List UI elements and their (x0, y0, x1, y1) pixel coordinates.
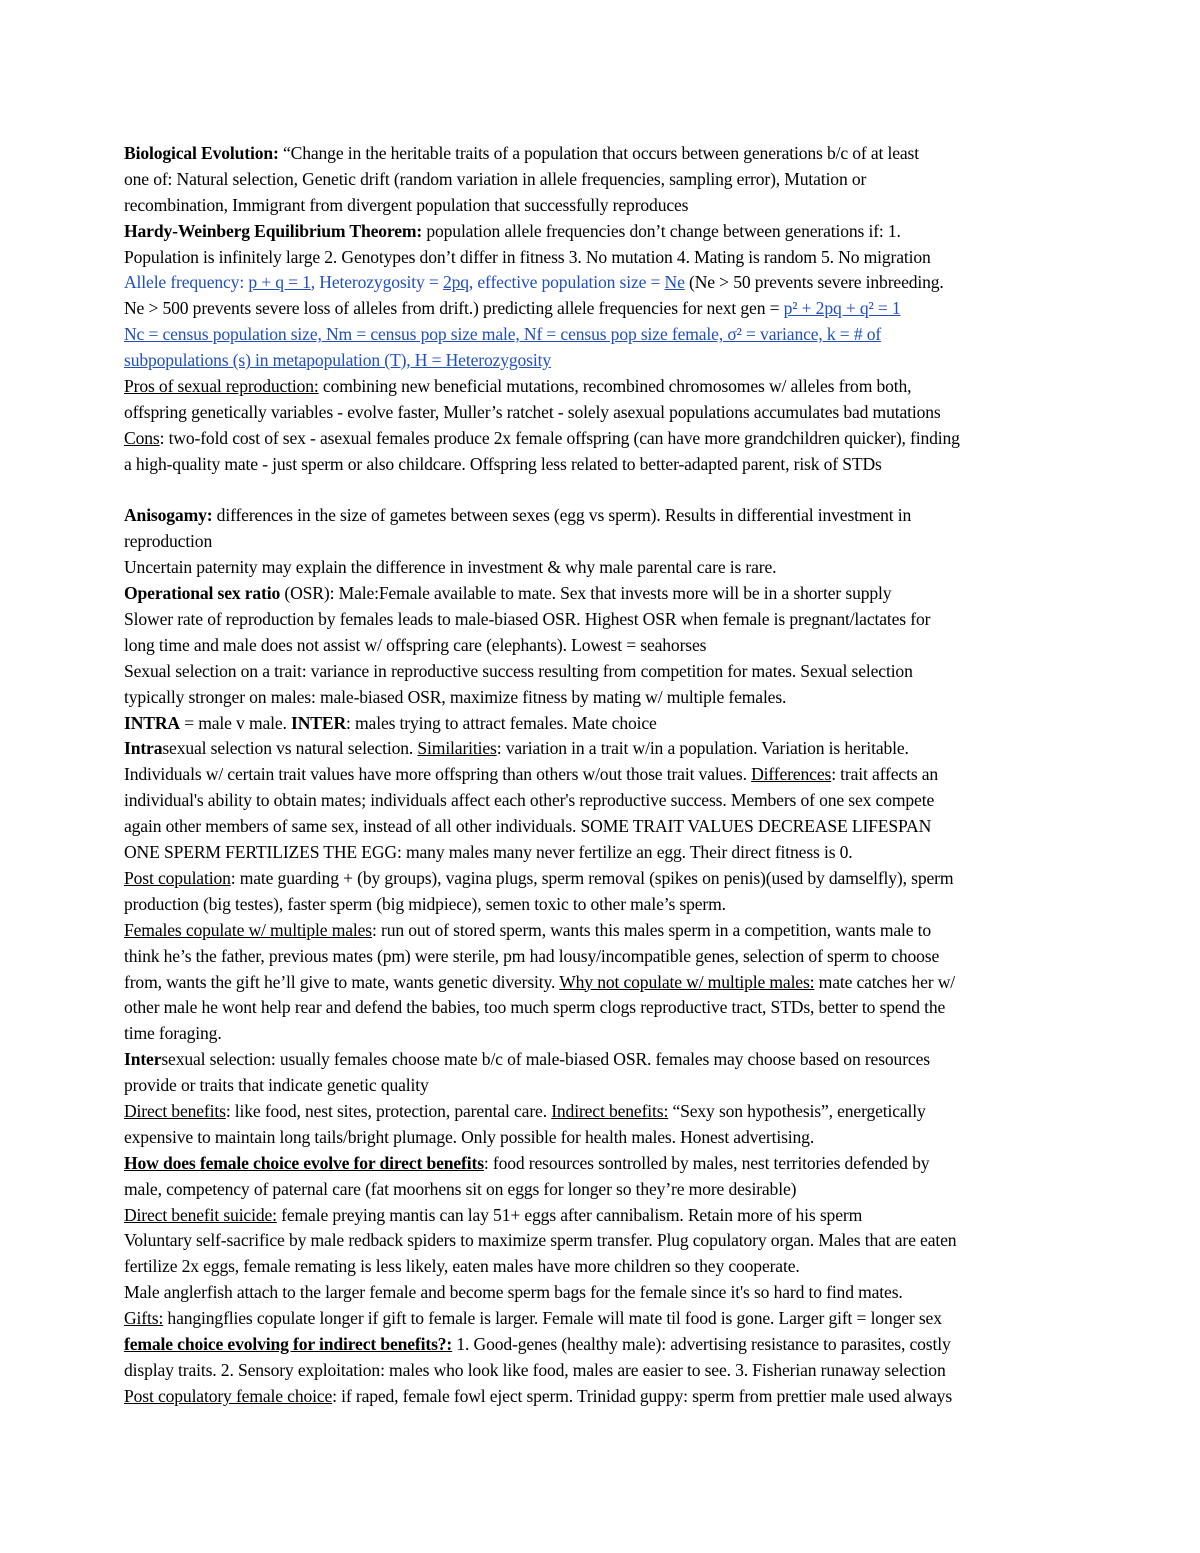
text-line (124, 1306, 1084, 1332)
text-line (124, 219, 1084, 245)
text-run: Why not copulate w/ multiple males: (559, 971, 815, 992)
text-run: 1. Good-genes (healthy male): advertising resistance to parasites, costly (452, 1333, 951, 1354)
text-run: INTER (291, 712, 347, 733)
text-run: 2pq (442, 272, 469, 293)
text-run: population allele frequencies don’t change between generations if: 1. (422, 220, 901, 241)
text-line (124, 711, 1084, 737)
text-run: Male anglerfish attach to the larger female and become sperm bags for the female since it's so hard to find mates. (124, 1282, 903, 1303)
text-line (124, 1203, 1084, 1229)
text-run: combining new beneficial mutations, recombined chromosomes w/ alleles from both, (318, 376, 912, 397)
text-line (124, 167, 1084, 193)
text-run: : food resources sontrolled by males, nest territories defended by (483, 1152, 930, 1173)
text-run: Allele frequency: (124, 272, 249, 293)
document-body (124, 141, 1084, 1410)
text-line (124, 529, 1084, 555)
text-line (124, 348, 1084, 374)
text-line (124, 866, 1084, 892)
text-run: Post copulation (124, 867, 231, 888)
text-line (124, 633, 1084, 659)
text-run: How does female choice evolve for direct benefits (124, 1152, 484, 1173)
text-run: Intra (124, 738, 163, 759)
text-run: : like food, nest sites, protection, parental care. (225, 1100, 552, 1121)
text-line (124, 1358, 1084, 1384)
text-run: expensive to maintain long tails/bright plumage. Only possible for health males. Honest advertising. (124, 1126, 815, 1147)
text-run: subpopulations (s) in metapopulation (T), H = Heterozygosity (124, 350, 552, 371)
text-run: : variation in a trait w/in a population. Variation is heritable. (496, 738, 909, 759)
text-run: recombination, Immigrant from divergent population that successfully reproduces (124, 194, 689, 215)
text-run: (OSR): Male:Female available to mate. Sex that invests more will be in a shorter supply (280, 583, 892, 604)
text-line (124, 270, 1084, 296)
text-run: provide or traits that indicate genetic quality (124, 1075, 429, 1096)
text-run: Sexual selection on a trait: variance in reproductive success resulting from competition for mates. Sexual selection (124, 660, 913, 681)
text-run: : trait affects an (831, 764, 939, 785)
text-run: differences in the size of gametes between sexes (egg vs sperm). Results in differential investment in (212, 505, 912, 526)
text-run: Differences (751, 764, 832, 785)
text-run: Ne (664, 272, 685, 293)
text-run: Operational sex ratio (124, 583, 281, 604)
text-run: Population is infinitely large 2. Genotypes don’t differ in fitness 3. No mutation 4. Mating is random 5. No migration (124, 246, 931, 267)
text-line (124, 1384, 1084, 1410)
text-run: , effective population size = (468, 272, 665, 293)
text-line (124, 1021, 1084, 1047)
text-line (124, 736, 1084, 762)
text-run: (Ne > 50 prevents severe inbreeding. (684, 272, 944, 293)
text-run: “Change in the heritable traits of a population that occurs between generations b/c of at least (278, 143, 919, 163)
text-line (124, 814, 1084, 840)
text-line (124, 1228, 1084, 1254)
text-run: Similarities (417, 738, 497, 759)
text-run: Inter (124, 1049, 162, 1070)
text-run: Uncertain paternity may explain the difference in investment & why male parental care is rare. (124, 557, 777, 578)
text-line (124, 659, 1084, 685)
text-line (124, 995, 1084, 1021)
text-run: individual's ability to obtain mates; individuals affect each other's reproductive success. Members of one sex compete (124, 790, 935, 811)
text-run: Pros of sexual reproduction: (124, 376, 319, 397)
text-run: Direct benefit suicide: (124, 1204, 277, 1225)
text-line (124, 1151, 1084, 1177)
text-line (124, 478, 1084, 504)
text-run: Gifts: (124, 1308, 164, 1329)
text-run: hangingflies copulate longer if gift to female is larger. Female will mate til food is gone. Larger gift = longer sex (163, 1308, 942, 1329)
text-run: mate catches her w/ (814, 971, 956, 992)
text-run: female choice evolving for indirect benefits?: (124, 1333, 453, 1354)
text-line (124, 1047, 1084, 1073)
text-run: female preying mantis can lay 51+ eggs after cannibalism. Retain more of his sperm (276, 1204, 863, 1225)
text-run: Slower rate of reproduction by females leads to male-biased OSR. Highest OSR when female is pregnant/lactates for (124, 609, 931, 630)
text-line (124, 400, 1084, 426)
text-line (124, 581, 1084, 607)
text-run: other male he wont help rear and defend the babies, too much sperm clogs reproductive tract, STDs, better to spend the (124, 997, 946, 1018)
text-run: offspring genetically variables - evolve faster, Muller’s ratchet - solely asexual populations accumulates bad mutations (124, 401, 941, 422)
text-line (124, 1125, 1084, 1151)
text-line (124, 607, 1084, 633)
text-run: again other members of same sex, instead of all other individuals. SOME TRAIT VALUES DECREASE LIFESPAN (124, 816, 932, 837)
text-line (124, 1099, 1084, 1125)
text-run: fertilize 2x eggs, female remating is less likely, eaten males have more children so they cooperate. (124, 1256, 800, 1277)
text-run: INTRA (124, 712, 180, 733)
text-run: p² + 2pq + q² = 1 (783, 298, 901, 319)
text-run: , Heterozygosity = (310, 272, 443, 293)
text-run: display traits. 2. Sensory exploitation: males who look like food, males are easier to see. 3. Fisherian runaway selection (124, 1359, 946, 1380)
text-line (124, 322, 1084, 348)
text-run: production (big testes), faster sperm (big midpiece), semen toxic to other male’s sperm. (124, 893, 726, 914)
text-run: : two-fold cost of sex - asexual females produce 2x female offspring (can have more grandchildren quicker), finding (159, 427, 960, 448)
text-line (124, 1073, 1084, 1099)
text-run: reproduction (124, 531, 213, 552)
text-line (124, 1254, 1084, 1280)
text-run: Individuals w/ certain trait values have more offspring than others w/out those trait values. (124, 764, 752, 785)
text-run: Nc = census population size, Nm = census pop size male, Nf = census pop size female, σ² = variance, k = # of (124, 324, 882, 345)
text-line (124, 426, 1084, 452)
text-line (124, 944, 1084, 970)
text-run: = male v male. (179, 712, 292, 733)
text-run: sexual selection: usually females choose mate b/c of male-biased OSR. females may choose based on resources (161, 1049, 930, 1070)
text-line (124, 452, 1084, 478)
text-line (124, 1332, 1084, 1358)
text-run: male, competency of paternal care (fat moorhens sit on eggs for longer so they’re more desirable) (124, 1178, 797, 1199)
text-run: typically stronger on males: male-biased OSR, maximize fitness by mating w/ multiple females. (124, 686, 787, 707)
text-line (124, 296, 1084, 322)
text-run: long time and male does not assist w/ offspring care (elephants). Lowest = seahorses (124, 634, 707, 655)
text-line (124, 892, 1084, 918)
text-run: Ne > 500 prevents severe loss of alleles from drift.) predicting allele frequencies for next gen = (124, 298, 784, 319)
text-run: sexual selection vs natural selection. (162, 738, 418, 759)
text-line (124, 762, 1084, 788)
text-run: Post copulatory female choice (124, 1385, 333, 1406)
text-run: Cons (124, 427, 160, 448)
text-line (124, 141, 1084, 167)
text-line (124, 555, 1084, 581)
text-line (124, 788, 1084, 814)
text-run: time foraging. (124, 1023, 222, 1044)
text-line (124, 840, 1084, 866)
text-line (124, 970, 1084, 996)
text-line (124, 1177, 1084, 1203)
text-run: : males trying to attract females. Mate choice (346, 712, 657, 733)
text-run: a high-quality mate - just sperm or also childcare. Offspring less related to better-adapted parent, risk of STDs (124, 453, 882, 474)
text-run: ONE SPERM FERTILIZES THE EGG: many males many never fertilize an egg. Their direct fitness is 0. (124, 842, 853, 863)
text-line (124, 374, 1084, 400)
text-run: Direct benefits (124, 1100, 226, 1121)
text-run: Females copulate w/ multiple males (124, 919, 372, 940)
text-run: Voluntary self-sacrifice by male redback spiders to maximize sperm transfer. Plug copulatory organ. Males that are eaten (124, 1230, 957, 1251)
text-line (124, 918, 1084, 944)
text-run: : run out of stored sperm, wants this males sperm in a competition, wants male to (372, 919, 932, 940)
text-run: : mate guarding + (by groups), vagina plugs, sperm removal (spikes on penis)(used by damselfly), sperm (230, 867, 954, 888)
text-run: think he’s the father, previous mates (pm) were sterile, pm had lousy/incompatible genes, selection of sperm to choose (124, 945, 940, 966)
text-run: Biological Evolution: (124, 143, 279, 163)
text-line (124, 503, 1084, 529)
text-line (124, 245, 1084, 271)
text-line (124, 193, 1084, 219)
text-line (124, 685, 1084, 711)
text-line (124, 1280, 1084, 1306)
text-run: Hardy-Weinberg Equilibrium Theorem: (124, 220, 423, 241)
text-run: Anisogamy: (124, 505, 213, 526)
text-run: Indirect benefits: (551, 1100, 669, 1121)
text-run: from, wants the gift he’ll give to mate, wants genetic diversity. (124, 971, 560, 992)
text-run: p + q = 1 (248, 272, 311, 293)
text-run: “Sexy son hypothesis”, energetically (668, 1100, 926, 1121)
text-run: one of: Natural selection, Genetic drift (random variation in allele frequencies, sampling error), Mutation or (124, 168, 867, 189)
text-run: : if raped, female fowl eject sperm. Trinidad guppy: sperm from prettier male used always (332, 1385, 953, 1406)
